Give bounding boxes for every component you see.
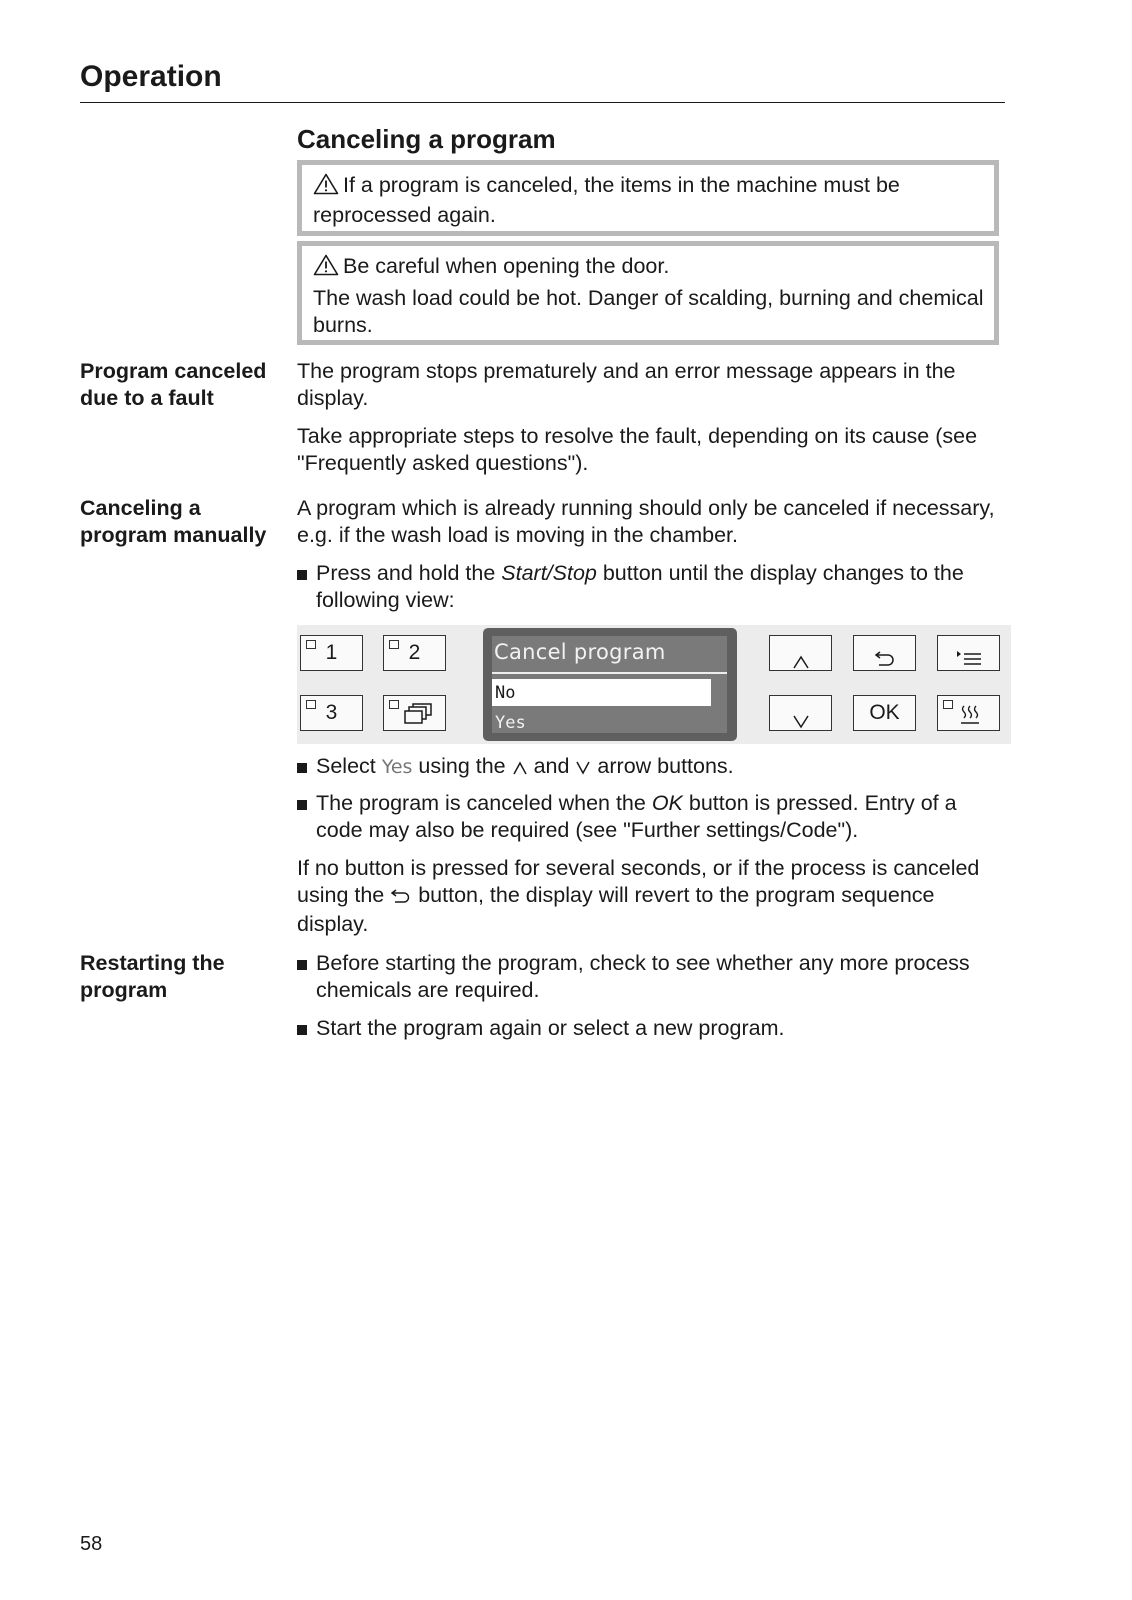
program-button-1[interactable] (300, 635, 363, 671)
option-yes[interactable]: Yes (495, 713, 526, 733)
down-arrow-icon (792, 706, 810, 740)
header-divider (80, 102, 1005, 103)
side-heading-line: Restarting the (80, 951, 225, 975)
down-arrow-button[interactable] (769, 695, 832, 731)
manual-paragraph-1: A program which is already running should only be canceled if necessary, e.g. if the wash load is moving in the chamber. (297, 496, 995, 547)
control-panel-illustration (297, 625, 1011, 744)
bullet-square (297, 570, 307, 580)
indicator-led (306, 640, 316, 649)
bullet-square (297, 1025, 307, 1035)
bullet-square (297, 960, 307, 970)
fault-paragraph-1: The program stops prematurely and an error message appears in the display. (297, 359, 956, 410)
revert-paragraph (297, 855, 1007, 938)
warning-triangle-icon (313, 173, 339, 202)
up-arrow-icon (512, 755, 528, 782)
option-no[interactable]: No (495, 683, 516, 703)
bullet-text: arrow buttons. (591, 754, 734, 778)
button-label: 2 (408, 641, 421, 664)
indicator-led (389, 700, 399, 709)
bullet-square (297, 800, 307, 810)
bullet-text: Select (316, 754, 382, 778)
bullet-text: button is pressed. Entry of a code may also be required (see "Further settings/Code"). (316, 791, 957, 842)
fault-paragraph-2: Take appropriate steps to resolve the fault, depending on its cause (see "Frequently asked questions"). (297, 424, 978, 475)
menu-icon (954, 644, 984, 678)
bullet-square (297, 763, 307, 773)
warning-box-reprocess (297, 160, 999, 236)
warning-line-2: The wash load could be hot. Danger of scalding, burning and chemical burns. (313, 286, 984, 337)
button-label: 1 (325, 641, 338, 664)
bullet-text: and (527, 754, 576, 778)
drying-button[interactable] (937, 695, 1000, 731)
display-divider (492, 672, 727, 674)
section-title: Canceling a program (297, 124, 556, 154)
bullet-start-again (297, 1015, 1007, 1042)
ok-button[interactable] (853, 695, 916, 731)
program-select-icon (404, 702, 434, 736)
side-heading-line: Program canceled (80, 359, 267, 383)
program-button-2[interactable] (383, 635, 446, 671)
display-screen (483, 628, 737, 741)
side-heading-line: Canceling a (80, 496, 201, 520)
bullet-text: Start the program again or select a new program. (316, 1016, 785, 1040)
side-heading-line: program manually (80, 523, 267, 547)
selection-highlight (492, 679, 711, 706)
drying-icon (960, 703, 980, 737)
bullet-text: using the (412, 754, 512, 778)
bullet-press-hold (297, 560, 1007, 614)
back-icon (874, 644, 896, 678)
button-label: 3 (325, 701, 338, 724)
bullet-text: button until the display changes to the following view: (316, 561, 964, 612)
menu-button[interactable] (937, 635, 1000, 671)
back-icon (390, 884, 412, 911)
up-arrow-icon (792, 646, 810, 680)
warning-line-1: Be careful when opening the door. (343, 254, 670, 278)
side-heading-line: program (80, 978, 168, 1002)
inline-display-yes: Yes (381, 756, 413, 778)
up-arrow-button[interactable] (769, 635, 832, 671)
display-title: Cancel program (494, 640, 666, 664)
side-heading-manual (80, 495, 290, 549)
page-number: 58 (80, 1533, 103, 1555)
program-select-button[interactable] (383, 695, 446, 731)
bullet-text: The program is canceled when the (316, 791, 652, 815)
back-button[interactable] (853, 635, 916, 671)
warning-triangle-icon (313, 254, 339, 283)
indicator-led (943, 700, 953, 709)
ok-label: OK (651, 791, 683, 815)
warning-box-door (297, 241, 999, 345)
display-area (492, 636, 727, 733)
indicator-led (306, 700, 316, 709)
side-heading-line: due to a fault (80, 386, 214, 410)
program-button-3[interactable] (300, 695, 363, 731)
paragraph-text: button, the display will revert to the program sequence display. (297, 883, 935, 936)
paragraph-text: If no button is pressed for several seconds, or if the process is canceled using the (297, 856, 980, 907)
side-heading-fault (80, 358, 290, 412)
button-label: OK (869, 701, 900, 724)
bullet-ok-cancel (297, 790, 1007, 844)
indicator-led (389, 640, 399, 649)
bullet-check-chemicals (297, 950, 1007, 1004)
warning-text: If a program is canceled, the items in the machine must be reprocessed again. (313, 173, 900, 227)
bullet-select-yes (297, 753, 1007, 782)
down-arrow-icon (575, 755, 591, 782)
start-stop-label: Start/Stop (501, 561, 597, 585)
side-heading-restart (80, 950, 290, 1004)
bullet-text: Before starting the program, check to see whether any more process chemicals are required. (316, 951, 970, 1002)
bullet-text: Press and hold the (316, 561, 502, 585)
page-header-title: Operation (80, 60, 222, 93)
